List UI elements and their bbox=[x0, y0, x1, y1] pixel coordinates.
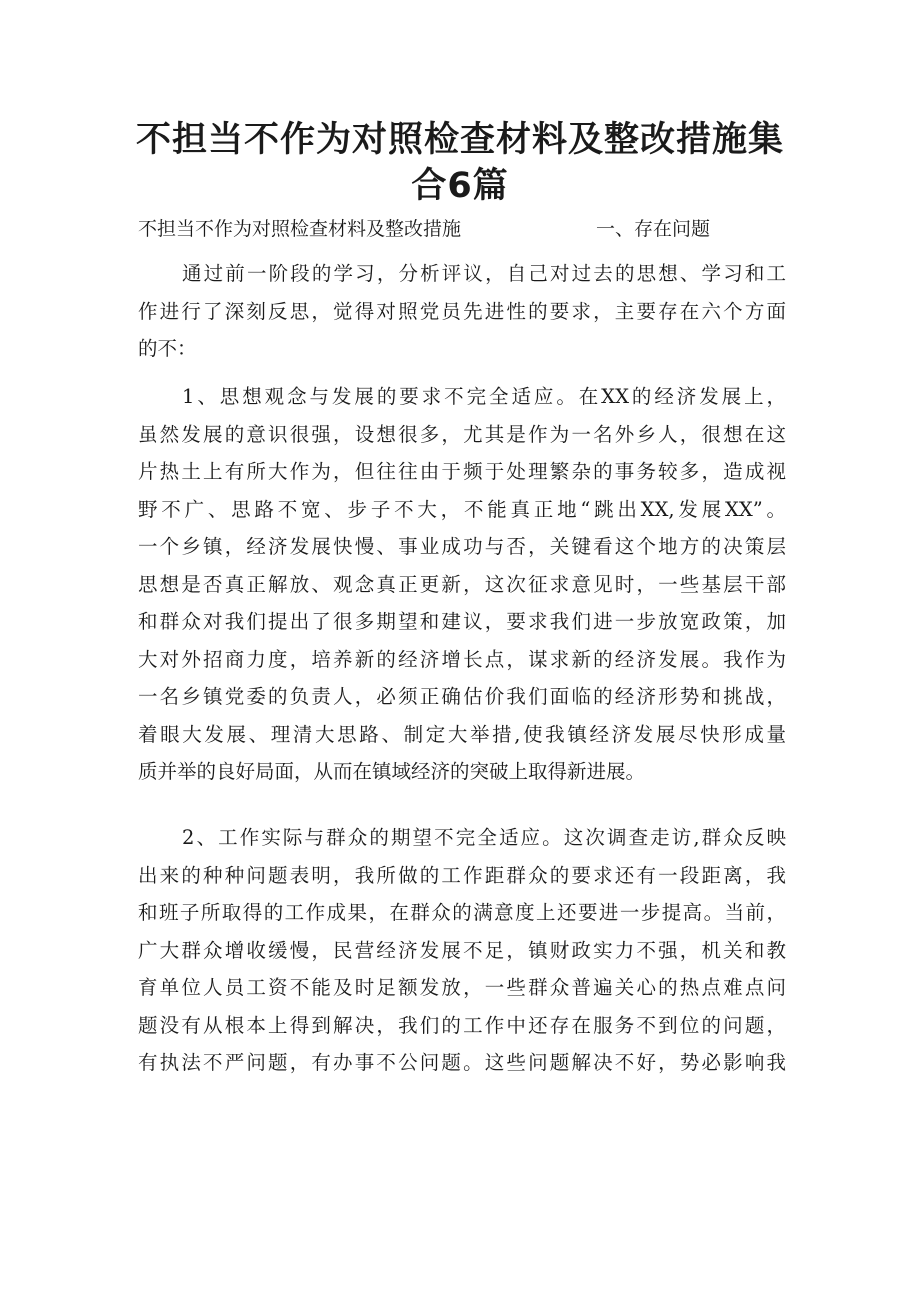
paragraph-line: 和班子所取得的工作成果，在群众的满意度上还要进一步提高。当前， bbox=[138, 901, 786, 924]
paragraph-3 bbox=[138, 819, 786, 1082]
paragraph-2 bbox=[138, 378, 786, 791]
paragraph-line: 野不广、思路不宽、步子不大，不能真正地“跳出XX,发展XX”。 bbox=[138, 497, 786, 521]
paragraph-line: 片热土上有所大作为，但往往由于频于处理繁杂的事务较多，造成视 bbox=[138, 460, 786, 483]
subheading-left: 不担当不作为对照检查材料及整改措施 bbox=[138, 218, 462, 240]
document-title-line-2: 合6篇 bbox=[411, 166, 509, 206]
paragraph-line: 质并举的良好局面，从而在镇域经济的突破上取得新进展。 bbox=[138, 760, 646, 783]
paragraph-line: 的不： bbox=[138, 337, 197, 360]
paragraph-line: 作进行了深刻反思，觉得对照党员先进性的要求，主要存在六个方面 bbox=[138, 299, 786, 323]
paragraph-line: 虽然发展的意识很强，设想很多，尤其是作为一名外乡人，很想在这 bbox=[138, 422, 786, 446]
paragraph-line: 一个乡镇，经济发展快慢、事业成功与否，关键看这个地方的决策层 bbox=[138, 535, 786, 558]
paragraph-line: 广大群众增收缓慢，民营经济发展不足，镇财政实力不强，机关和教 bbox=[138, 938, 786, 962]
paragraph-line: 有执法不严问题，有办事不公问题。这些问题解决不好，势必影响我 bbox=[138, 1051, 786, 1074]
document-title-line-1: 不担当不作为对照检查材料及整改措施集 bbox=[135, 120, 784, 160]
paragraph-line: 着眼大发展、理清大思路、制定大举措,使我镇经济发展尽快形成量 bbox=[138, 722, 786, 746]
paragraph-line: 思想是否真正解放、观念真正更新，这次征求意见时，一些基层干部 bbox=[138, 572, 786, 596]
paragraph-1 bbox=[138, 255, 786, 368]
paragraph-line: 1、思想观念与发展的要求不完全适应。在XX的经济发展上， bbox=[182, 385, 786, 408]
paragraph-line: 育单位人员工资不能及时足额发放，一些群众普遍关心的热点难点问 bbox=[138, 976, 786, 999]
paragraph-line: 通过前一阶段的学习，分析评议，自己对过去的思想、学习和工 bbox=[182, 262, 786, 285]
section-heading: 一、存在问题 bbox=[596, 218, 711, 240]
paragraph-line: 和群众对我们提出了很多期望和建议，要求我们进一步放宽政策，加 bbox=[138, 610, 786, 633]
paragraph-line: 出来的种种问题表明，我所做的工作距群众的要求还有一段距离，我 bbox=[138, 863, 786, 887]
subheading-row bbox=[138, 214, 738, 244]
paragraph-line: 大对外招商力度，培养新的经济增长点，谋求新的经济发展。我作为 bbox=[138, 647, 786, 671]
paragraph-line: 题没有从根本上得到解决，我们的工作中还存在服务不到位的问题， bbox=[138, 1013, 786, 1037]
paragraph-line: 一名乡镇党委的负责人，必须正确估价我们面临的经济形势和挑战， bbox=[138, 685, 786, 708]
paragraph-line: 2、工作实际与群众的期望不完全适应。这次调查走访,群众反映 bbox=[182, 826, 786, 849]
